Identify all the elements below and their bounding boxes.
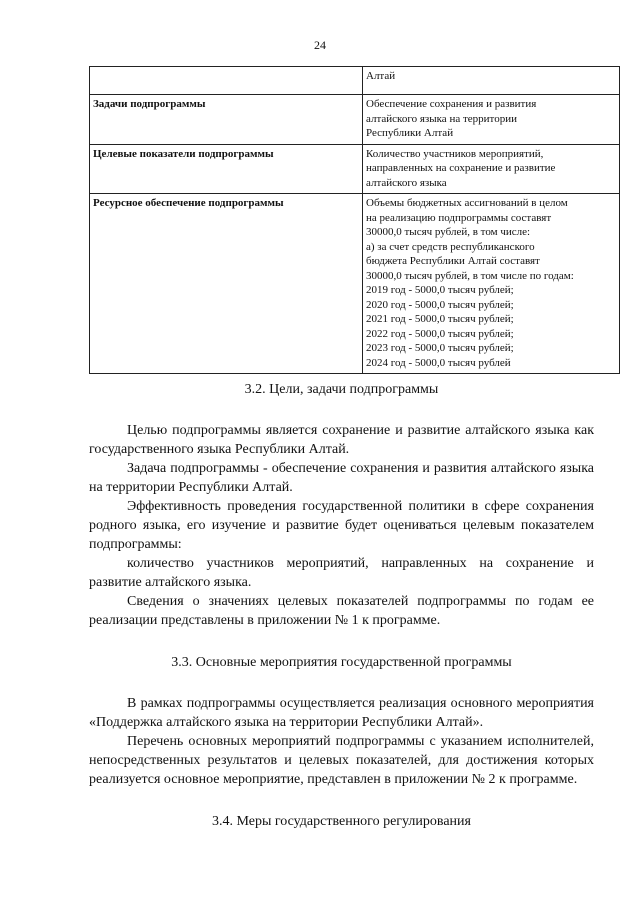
cell-text-line: Алтай bbox=[366, 70, 396, 82]
section-heading: 3.2. Цели, задачи подпрограммы bbox=[244, 382, 439, 397]
cell-text-line: а) за счет средств республиканского bbox=[366, 240, 535, 253]
cell-text-line: направленных на сохранение и развитие bbox=[366, 162, 556, 174]
paragraph: Целью подпрограммы является сохранение и развитие алтайского языка как государственного языка Республики Алтай. bbox=[89, 423, 594, 457]
cell-text-line: на реализацию подпрограммы составят bbox=[366, 211, 552, 224]
paragraph: Задача подпрограммы - обеспечение сохранения и развития алтайского языка на территории Республики Алтай. bbox=[89, 461, 594, 495]
page-number: 24 bbox=[314, 38, 326, 52]
cell-text-line: алтайского языка bbox=[366, 176, 447, 189]
cell-text-line: Республики Алтай bbox=[366, 127, 454, 139]
cell-text-line: 2019 год - 5000,0 тысяч рублей; bbox=[366, 284, 514, 296]
table-label-cell bbox=[90, 67, 363, 95]
cell-text-line: 2021 год - 5000,0 тысяч рублей; bbox=[366, 313, 514, 325]
paragraph: Эффективность проведения государственной политики в сфере сохранения родного языка, его изучение и развитие будет оцениваться целевым показателем подпрограммы: bbox=[89, 499, 594, 552]
table-row bbox=[90, 144, 620, 194]
paragraph: Сведения о значениях целевых показателей подпрограммы по годам ее реализации представлены в приложении № 1 к программе. bbox=[89, 594, 594, 628]
paragraph: Перечень основных мероприятий подпрограммы с указанием исполнителей, непосредственных результатов и целевых показателей, для достижения которых реализуется основное мероприятие, представлен в приложении № 2 к программе. bbox=[89, 734, 594, 787]
table-label-cell: Задачи подпрограммы bbox=[90, 95, 363, 145]
cell-text-line: 2024 год - 5000,0 тысяч рублей bbox=[366, 356, 511, 369]
table-row bbox=[90, 95, 620, 145]
cell-text-line: Количество участников мероприятий, bbox=[366, 147, 544, 160]
cell-text-line: 2023 год - 5000,0 тысяч рублей; bbox=[366, 342, 514, 354]
cell-text-line: бюджета Республики Алтай составят bbox=[366, 255, 540, 267]
document-body bbox=[89, 380, 594, 831]
cell-text-line: 30000,0 тысяч рублей, в том числе по годам: bbox=[366, 269, 574, 282]
cell-text-line: 2022 год - 5000,0 тысяч рублей; bbox=[366, 327, 514, 340]
table-value-cell bbox=[363, 67, 620, 95]
cell-text-line: 2020 год - 5000,0 тысяч рублей; bbox=[366, 298, 514, 311]
table-value-cell bbox=[363, 144, 620, 194]
section-heading: 3.4. Меры государственного регулирования bbox=[212, 814, 471, 829]
section-heading: 3.3. Основные мероприятия государственной программы bbox=[171, 655, 512, 670]
table-label-cell: Ресурсное обеспечение подпрограммы bbox=[90, 194, 363, 374]
cell-text-line: Объемы бюджетных ассигнований в целом bbox=[366, 197, 568, 209]
subprogram-summary-table bbox=[89, 66, 620, 374]
table-label-cell: Целевые показатели подпрограммы bbox=[90, 144, 363, 194]
table-value-cell bbox=[363, 95, 620, 145]
table-row bbox=[90, 67, 620, 95]
paragraph: В рамках подпрограммы осуществляется реализация основного мероприятия «Поддержка алтайского языка на территории Республики Алтай». bbox=[89, 696, 594, 730]
cell-text-line: Обеспечение сохранения и развития bbox=[366, 98, 537, 110]
paragraph: количество участников мероприятий, направленных на сохранение и развитие алтайского языка. bbox=[89, 556, 594, 590]
table-value-cell bbox=[363, 194, 620, 374]
table-row bbox=[90, 194, 620, 374]
cell-text-line: алтайского языка на территории bbox=[366, 112, 517, 125]
cell-text-line: 30000,0 тысяч рублей, в том числе: bbox=[366, 226, 531, 238]
